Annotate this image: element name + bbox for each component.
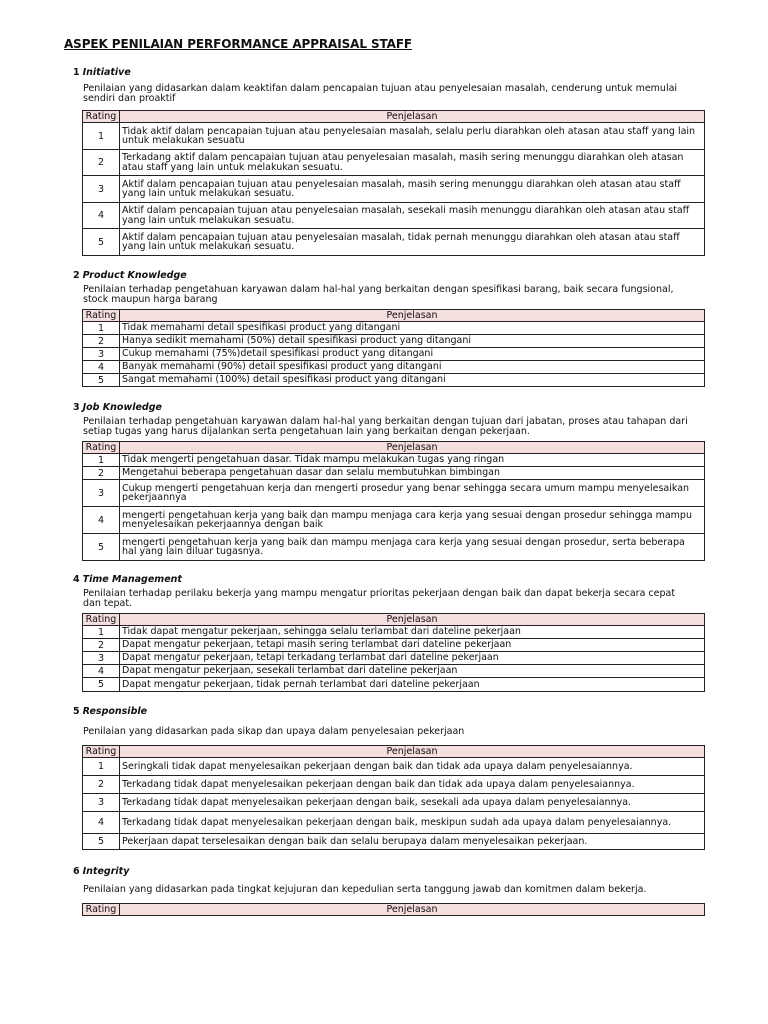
explanation-cell: Terkadang tidak dapat menyelesaikan pekerjaan dengan baik, meskipun sudah ada upaya dalam penyelesaiannya.	[120, 812, 705, 834]
rating-cell: 3	[83, 652, 120, 665]
section-heading-initiative	[73, 67, 131, 78]
explanation-cell: Dapat mengatur pekerjaan, tetapi terkadang terlambat dari dateline pekerjaan	[120, 652, 705, 665]
table-row	[83, 639, 705, 652]
rating-cell: 2	[83, 639, 120, 652]
table-row	[83, 534, 705, 561]
section-number: 6	[73, 866, 80, 877]
explanation-cell: mengerti pengetahuan kerja yang baik dan mampu menjaga cara kerja yang sesuai dengan prosedur sehingga mampu menyelesaikan pekerjaannya dengan baik	[120, 507, 705, 534]
rating-cell: 3	[83, 794, 120, 812]
section-description: Penilaian terhadap perilaku bekerja yang mampu mengatur prioritas pekerjaan dengan baik dan dapat bekerja secara cepat dan tepat.	[83, 588, 676, 609]
explanation-cell: Pekerjaan dapat terselesaikan dengan baik dan selalu berupaya dalam menyelesaikan pekerjaan.	[120, 834, 705, 850]
explanation-cell: Aktif dalam pencapaian tujuan atau penyelesaian masalah, tidak pernah menunggu diarahkan oleh atasan atau staff yang lain untuk melakukan sesuatu.	[120, 229, 705, 256]
explanation-cell: Dapat mengatur pekerjaan, sesekali terlambat dari dateline pekerjaan	[120, 665, 705, 678]
section-number: 5	[73, 706, 80, 717]
explanation-cell: Terkadang tidak dapat menyelesaikan pekerjaan dengan baik dan tidak ada upaya dalam penyelesaiannya.	[120, 776, 705, 794]
rating-cell: 1	[83, 123, 120, 150]
table-row	[83, 123, 705, 150]
table-header-row	[83, 614, 705, 626]
rating-cell: 3	[83, 348, 120, 361]
section-name: Job Knowledge	[82, 402, 162, 413]
section-description: Penilaian terhadap pengetahuan karyawan dalam hal-hal yang berkaitan dengan tujuan dari jabatan, proses atau tahapan dari setiap tugas yang harus dijalankan serta pengetahuan lain yang berkaitan dengan pekerjaan.	[83, 416, 688, 437]
table-row	[83, 626, 705, 639]
table-row	[83, 776, 705, 794]
rating-cell: 1	[83, 758, 120, 776]
rating-cell: 1	[83, 454, 120, 467]
rating-cell: 2	[83, 776, 120, 794]
section-heading-product-knowledge	[73, 270, 187, 281]
explanation-cell: Tidak aktif dalam pencapaian tujuan atau penyelesaian masalah, selalu perlu diarahkan oleh atasan atau staff yang lain untuk melakukan sesuatu	[120, 123, 705, 150]
explanation-cell: Seringkali tidak dapat menyelesaikan pekerjaan dengan baik dan tidak ada upaya dalam penyelesaiannya.	[120, 758, 705, 776]
rating-cell: 1	[83, 626, 120, 639]
table-row	[83, 176, 705, 203]
explanation-column-header: Penjelasan	[120, 904, 705, 916]
section-number: 4	[73, 574, 80, 585]
section-heading-job-knowledge	[73, 402, 162, 413]
explanation-cell: Banyak memahami (90%) detail spesifikasi product yang ditangani	[120, 361, 705, 374]
table-header-row	[83, 111, 705, 123]
table-header-row	[83, 904, 705, 916]
table-header-row	[83, 310, 705, 322]
section-number: 3	[73, 402, 80, 413]
explanation-cell: Cukup mengerti pengetahuan kerja dan mengerti prosedur yang benar sehingga secara umum mampu menyelesaikan pekerjaannya	[120, 480, 705, 507]
document-title: ASPEK PENILAIAN PERFORMANCE APPRAISAL STAFF	[64, 37, 413, 51]
section-description: Penilaian yang didasarkan dalam keaktifan dalam pencapaian tujuan atau penyelesaian masalah, cenderung untuk memulai sendiri dan proaktif	[83, 83, 678, 104]
explanation-cell: mengerti pengetahuan kerja yang baik dan mampu menjaga cara kerja yang sesuai dengan prosedur, serta beberapa hal yang lain diluar tugasnya.	[120, 534, 705, 561]
table-row	[83, 652, 705, 665]
table-header-row	[83, 442, 705, 454]
rating-cell: 3	[83, 176, 120, 203]
rating-column-header: Rating	[83, 310, 120, 322]
section-name: Product Knowledge	[82, 270, 187, 281]
rating-table-job-knowledge	[82, 441, 705, 561]
rating-table-responsible	[82, 745, 705, 850]
table-row	[83, 507, 705, 534]
rating-column-header: Rating	[83, 746, 120, 758]
rating-cell: 5	[83, 374, 120, 387]
table-row	[83, 150, 705, 176]
table-header-row	[83, 746, 705, 758]
table-row	[83, 348, 705, 361]
explanation-cell: Mengetahui beberapa pengetahuan dasar dan selalu membutuhkan bimbingan	[120, 467, 705, 480]
rating-cell: 4	[83, 507, 120, 534]
explanation-column-header: Penjelasan	[120, 111, 705, 123]
section-heading-time-management	[73, 574, 182, 585]
explanation-cell: Sangat memahami (100%) detail spesifikasi product yang ditangani	[120, 374, 705, 387]
explanation-cell: Aktif dalam pencapaian tujuan atau penyelesaian masalah, masih sering menunggu diarahkan oleh atasan atau staff yang lain untuk melakukan sesuatu.	[120, 176, 705, 203]
rating-table-time-management	[82, 613, 705, 692]
rating-cell: 4	[83, 812, 120, 834]
section-heading-responsible	[73, 706, 147, 717]
explanation-cell: Aktif dalam pencapaian tujuan atau penyelesaian masalah, sesekali masih menunggu diarahkan oleh atasan atau staff yang lain untuk melakukan sesuatu.	[120, 203, 705, 229]
section-name: Time Management	[82, 574, 182, 585]
explanation-column-header: Penjelasan	[120, 310, 705, 322]
table-row	[83, 203, 705, 229]
section-description: Penilaian yang didasarkan pada sikap dan upaya dalam penyelesaian pekerjaan	[83, 726, 465, 737]
rating-cell: 2	[83, 335, 120, 348]
rating-column-header: Rating	[83, 904, 120, 916]
section-name: Responsible	[82, 706, 148, 717]
rating-cell: 5	[83, 534, 120, 561]
explanation-cell: Dapat mengatur pekerjaan, tidak pernah terlambat dari dateline pekerjaan	[120, 678, 705, 692]
section-description: Penilaian terhadap pengetahuan karyawan dalam hal-hal yang berkaitan dengan spesifikasi barang, baik secara fungsional, stock maupun harga barang	[83, 284, 674, 305]
table-row	[83, 665, 705, 678]
section-name: Initiative	[82, 67, 131, 78]
explanation-cell: Tidak mengerti pengetahuan dasar. Tidak mampu melakukan tugas yang ringan	[120, 454, 705, 467]
rating-cell: 2	[83, 467, 120, 480]
rating-table-product-knowledge	[82, 309, 705, 387]
explanation-cell: Terkadang tidak dapat menyelesaikan pekerjaan dengan baik, sesekali ada upaya dalam penyelesaiannya.	[120, 794, 705, 812]
explanation-cell: Tidak memahami detail spesifikasi product yang ditangani	[120, 322, 705, 335]
rating-table-integrity	[82, 903, 705, 916]
rating-column-header: Rating	[83, 614, 120, 626]
explanation-column-header: Penjelasan	[120, 746, 705, 758]
section-number: 2	[73, 270, 80, 281]
table-row	[83, 335, 705, 348]
rating-cell: 2	[83, 150, 120, 176]
table-row	[83, 812, 705, 834]
table-row	[83, 794, 705, 812]
rating-cell: 4	[83, 361, 120, 374]
rating-column-header: Rating	[83, 442, 120, 454]
explanation-cell: Terkadang aktif dalam pencapaian tujuan atau penyelesaian masalah, masih sering menunggu diarahkan oleh atasan atau staff yang lain untuk melakukan sesuatu.	[120, 150, 705, 176]
section-description: Penilaian yang didasarkan pada tingkat kejujuran dan kepedulian serta tanggung jawab dan komitmen dalam bekerja.	[83, 884, 647, 895]
table-row	[83, 480, 705, 507]
table-row	[83, 322, 705, 335]
section-name: Integrity	[82, 866, 130, 877]
table-row	[83, 229, 705, 256]
rating-column-header: Rating	[83, 111, 120, 123]
explanation-column-header: Penjelasan	[120, 614, 705, 626]
explanation-cell: Dapat mengatur pekerjaan, tetapi masih sering terlambat dari dateline pekerjaan	[120, 639, 705, 652]
explanation-cell: Cukup memahami (75%)detail spesifikasi product yang ditangani	[120, 348, 705, 361]
rating-cell: 3	[83, 480, 120, 507]
table-row	[83, 758, 705, 776]
explanation-cell: Hanya sedikit memahami (50%) detail spesifikasi product yang ditangani	[120, 335, 705, 348]
rating-cell: 1	[83, 322, 120, 335]
rating-cell: 5	[83, 834, 120, 850]
table-row	[83, 467, 705, 480]
table-row	[83, 678, 705, 692]
table-row	[83, 834, 705, 850]
rating-cell: 4	[83, 665, 120, 678]
table-row	[83, 454, 705, 467]
table-row	[83, 374, 705, 387]
explanation-cell: Tidak dapat mengatur pekerjaan, sehingga selalu terlambat dari dateline pekerjaan	[120, 626, 705, 639]
rating-table-initiative	[82, 110, 705, 256]
table-row	[83, 361, 705, 374]
rating-cell: 5	[83, 678, 120, 692]
rating-cell: 5	[83, 229, 120, 256]
explanation-column-header: Penjelasan	[120, 442, 705, 454]
rating-cell: 4	[83, 203, 120, 229]
section-heading-integrity	[73, 866, 129, 877]
section-number: 1	[73, 67, 80, 78]
